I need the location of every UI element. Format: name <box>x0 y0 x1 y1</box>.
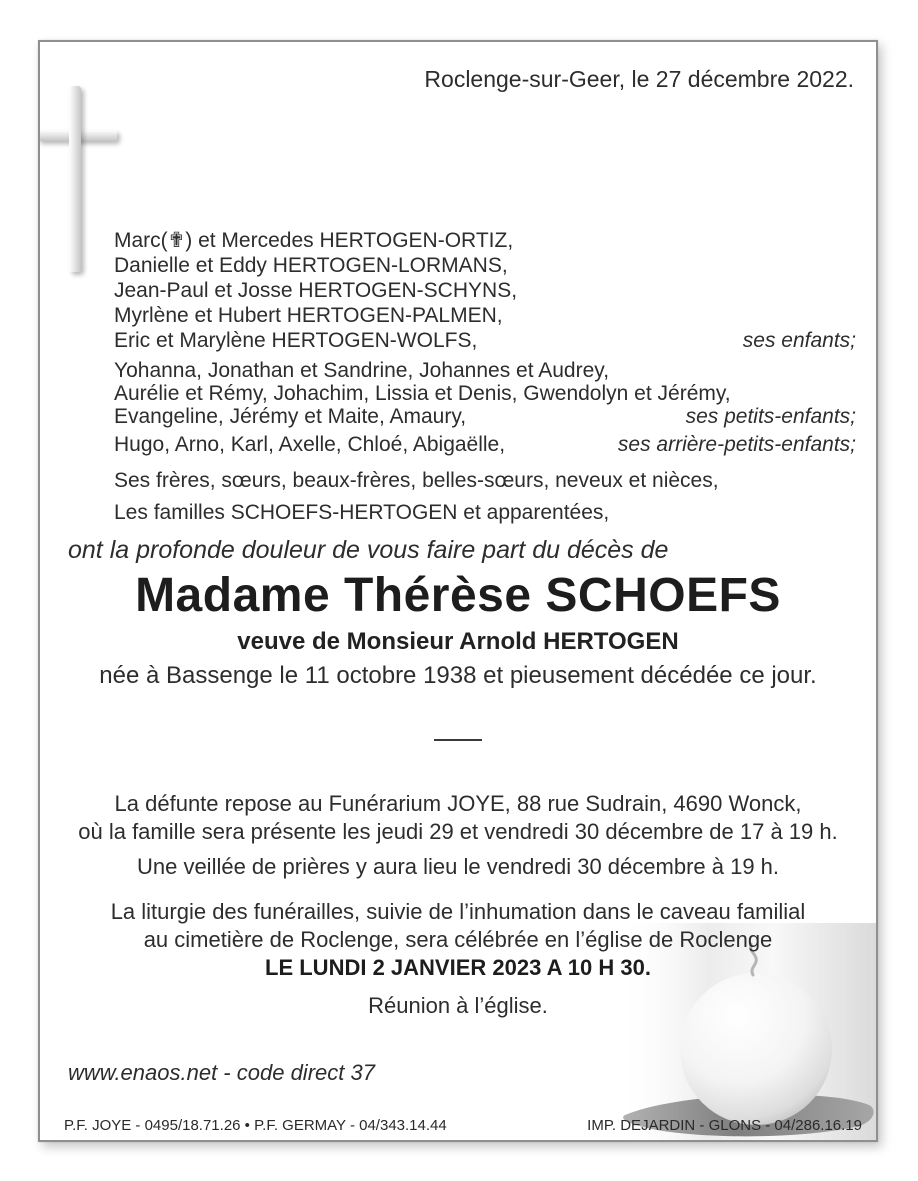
vigil-line: Une veillée de prières y aura lieu le vendredi 30 décembre à 19 h. <box>136 854 780 879</box>
section-divider <box>434 739 482 741</box>
website-line: www.enaos.net - code direct 37 <box>68 1060 375 1085</box>
family-line: Marc(✟) et Mercedes HERTOGEN-ORTIZ, <box>114 229 514 252</box>
relation-label: ses enfants; <box>742 329 856 352</box>
family-line: Danielle et Eddy HERTOGEN-LORMANS, <box>114 254 508 277</box>
funeral-line: au cimetière de Roclenge, sera célébrée en l’église de Roclenge <box>143 927 773 952</box>
siblings-line: Ses frères, sœurs, beaux-frères, belles-sœurs, neveux et nièces, <box>114 469 719 492</box>
funeral-block <box>40 898 876 982</box>
families-line: Les familles SCHOEFS-HERTOGEN et apparentées, <box>114 501 610 524</box>
great-grandchildren-line <box>114 432 856 457</box>
visitation-block <box>40 790 876 846</box>
family-line: Jean-Paul et Josse HERTOGEN-SCHYNS, <box>114 279 518 302</box>
deceased-relation: veuve de Monsieur Arnold HERTOGEN <box>237 628 679 655</box>
relation-label: ses arrière-petits-enfants; <box>617 433 856 456</box>
visitation-line: La défunte repose au Funérarium JOYE, 88 rue Sudrain, 4690 Wonck, <box>114 791 802 816</box>
family-block <box>114 228 856 525</box>
deceased-life-line: née à Bassenge le 11 octobre 1938 et pieusement décédée ce jour. <box>99 662 817 689</box>
place-date-line: Roclenge-sur-Geer, le 27 décembre 2022. <box>424 66 854 92</box>
family-line: Yohanna, Jonathan et Sandrine, Johannes et Audrey, <box>114 359 610 382</box>
footer-printer: IMP. DEJARDIN - GLONS - 04/286.16.19 <box>587 1117 862 1134</box>
footer-funeral-homes: P.F. JOYE - 0495/18.71.26 • P.F. GERMAY - 04/343.14.44 <box>64 1117 447 1134</box>
visitation-line: où la famille sera présente les jeudi 29 et vendredi 30 décembre de 17 à 19 h. <box>78 819 838 844</box>
grandchildren-group <box>114 359 856 429</box>
relation-label: ses petits-enfants; <box>685 405 856 428</box>
family-line: Aurélie et Rémy, Johachim, Lissia et Denis, Gwendolyn et Jérémy, <box>114 382 731 405</box>
children-group <box>114 228 856 353</box>
family-line-with-label <box>114 328 856 353</box>
obituary-card <box>38 40 878 1142</box>
footer <box>64 1117 862 1134</box>
funeral-line: La liturgie des funérailles, suivie de l’inhumation dans le caveau familial <box>110 899 806 924</box>
family-line: Hugo, Arno, Karl, Axelle, Chloé, Abigaëlle, <box>114 433 506 456</box>
announcement-intro: ont la profonde douleur de vous faire part du décès de <box>68 536 669 564</box>
family-line: Eric et Marylène HERTOGEN-WOLFS, <box>114 329 478 352</box>
family-line: Myrlène et Hubert HERTOGEN-PALMEN, <box>114 304 503 327</box>
family-line: Evangeline, Jérémy et Maite, Amaury, <box>114 405 467 428</box>
meeting-line: Réunion à l’église. <box>368 993 548 1018</box>
deceased-name: Madame Thérèse SCHOEFS <box>135 569 781 622</box>
funeral-datetime: LE LUNDI 2 JANVIER 2023 A 10 H 30. <box>265 955 651 980</box>
cross-icon <box>69 86 81 272</box>
family-line-with-label <box>114 405 856 429</box>
